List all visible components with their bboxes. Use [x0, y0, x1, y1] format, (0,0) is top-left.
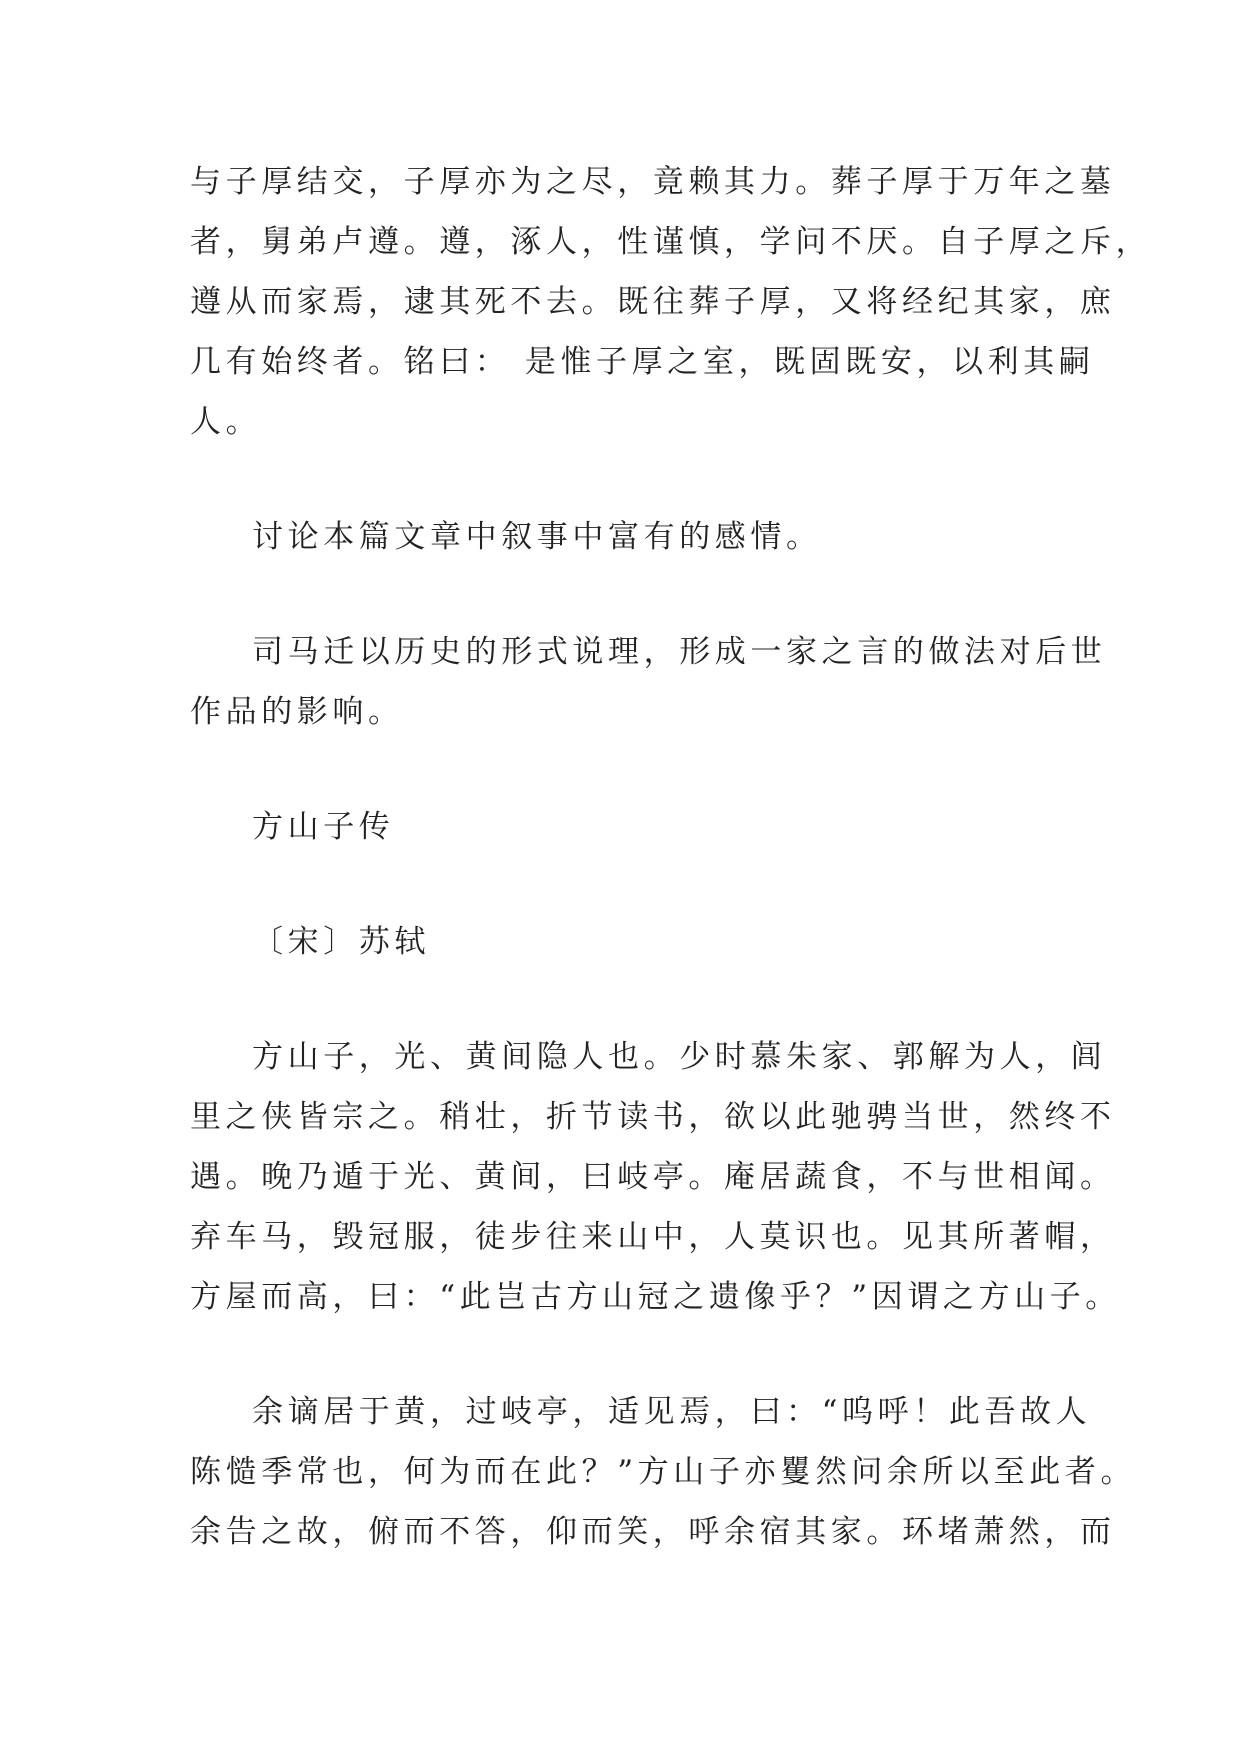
- text-line: 方山子，光、黄间隐人也。少时慕朱家、郭解为人，闾: [252, 1039, 1107, 1075]
- text-line: 司马迁以历史的形式说理，形成一家之言的做法对后世: [252, 634, 1107, 670]
- article-author: [190, 912, 1070, 972]
- article-title: [190, 797, 1070, 857]
- text-line: 余告之故，俯而不答，仰而笑，呼余宿其家。环堵萧然，而: [190, 1514, 1116, 1550]
- text-line: 几有始终者。铭曰： 是惟子厚之室，既固既安，以利其嗣: [190, 344, 1095, 380]
- text-line: 遵从而家焉，逮其死不去。既往葬子厚，又将经纪其家，庶: [190, 284, 1116, 320]
- text-line: 里之侠皆宗之。稍壮，折节读书，欲以此驰骋当世，然终不: [190, 1099, 1116, 1135]
- paragraph-question-2: [190, 622, 1107, 742]
- text-line: 陈慥季常也，何为而在此？”方山子亦矍然问余所以至此者。: [190, 1454, 1137, 1490]
- paragraph-epitaph-end: [190, 152, 1152, 452]
- text-line: 方山子传: [252, 809, 395, 845]
- text-line: 余谪居于黄，过岐亭，适见焉，曰：“呜呼！此吾故人: [252, 1394, 1092, 1430]
- paragraph-question-1: [190, 507, 1070, 567]
- text-line: 人。: [190, 404, 262, 440]
- text-line: 者，舅弟卢遵。遵，涿人，性谨慎，学问不厌。自子厚之斥，: [190, 224, 1152, 260]
- paragraph-body-2: [190, 1382, 1137, 1562]
- text-line: 方屋而高，曰：“此岂古方山冠之遗像乎？”因谓之方山子。: [190, 1279, 1121, 1315]
- text-line: 遇。晚乃遁于光、黄间，曰岐亭。庵居蔬食，不与世相闻。: [190, 1159, 1116, 1195]
- text-line: 作品的影响。: [190, 694, 404, 730]
- text-line: 讨论本篇文章中叙事中富有的感情。: [252, 519, 822, 555]
- text-line: 弃车马，毁冠服，徒步往来山中，人莫识也。见其所著帽，: [190, 1219, 1116, 1255]
- text-line: 与子厚结交，子厚亦为之尽，竟赖其力。葬子厚于万年之墓: [190, 164, 1116, 200]
- document-page: [190, 152, 1152, 1562]
- text-line: 〔宋〕苏轼: [252, 924, 430, 960]
- paragraph-body-1: [190, 1027, 1121, 1327]
